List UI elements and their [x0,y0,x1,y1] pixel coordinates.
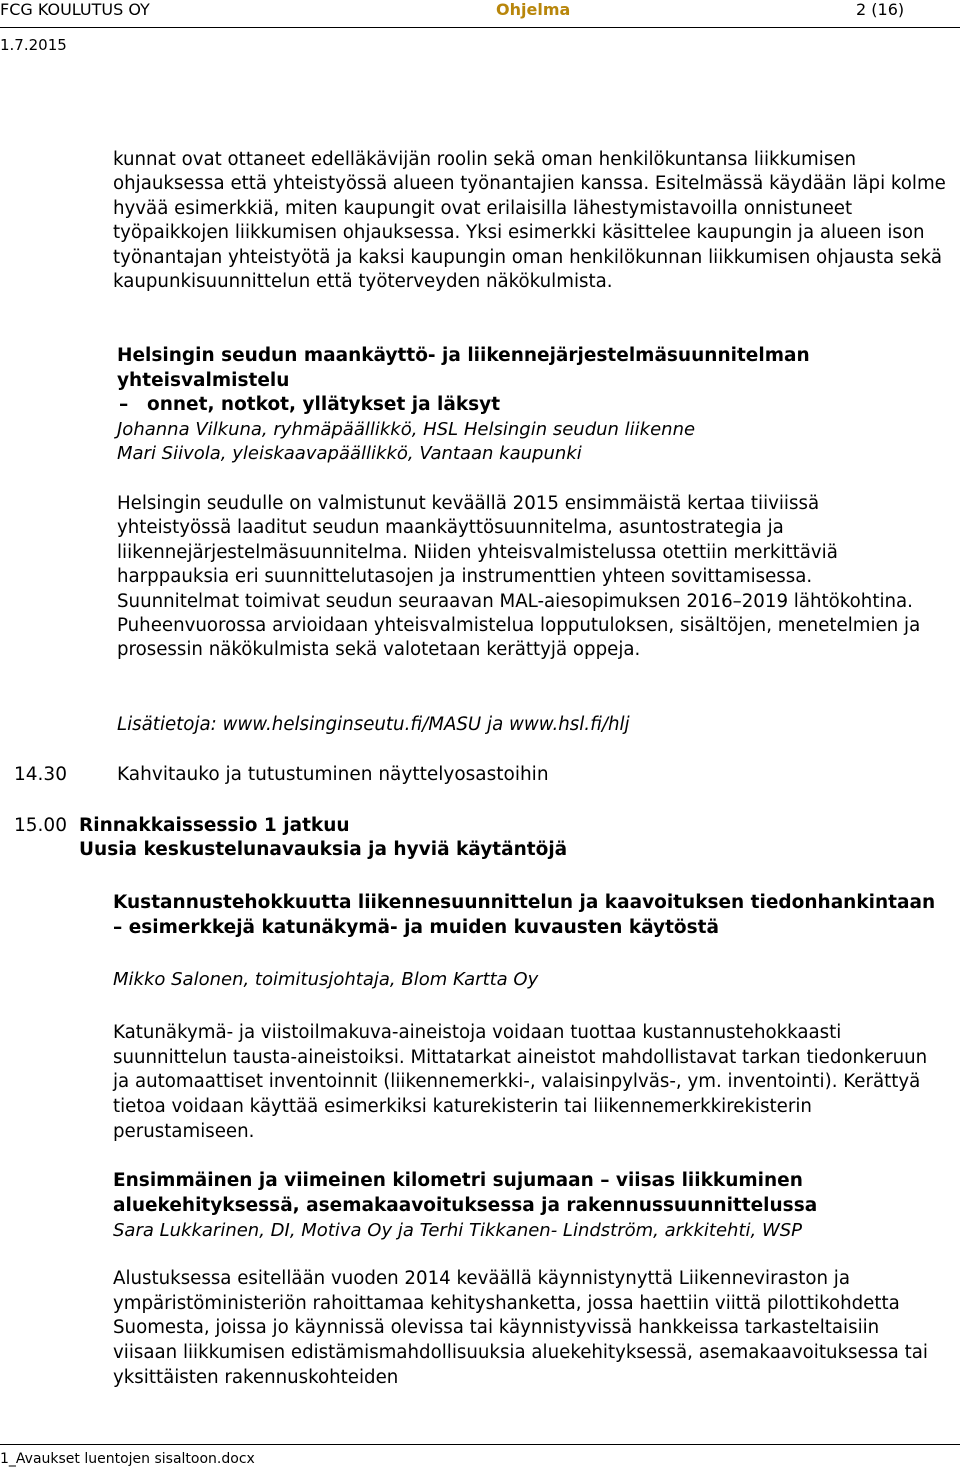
talk3-description: Alustuksessa esitellään vuoden 2014 keväällä käynnistynyttä Liikenneviraston ja ympäristöministeriön rahoittamaa kehityshanketta, jossa haettiin viittä pilottikohdetta Suomesta, joissa jo käynnissä olevissa tai käynnistyvissä hankkeissa tarkasteltaisiin viisaan liikkumisen edistämismahdollisuuksia aluekehityksessä, asemakaavoituksessa tai yksittäisten rakennuskohteiden [113,1268,928,1388]
header-rule [0,27,960,28]
intro-paragraph: kunnat ovat ottaneet edelläkävijän roolin sekä oman henkilökuntansa liikkumisen ohjauksessa että yhteistyössä alueen työnantajien kanssa. Esitelmässä käydään läpi kolme hyvää esimerkkiä, miten kaupungit ovat erilaisilla lähestymistavoilla onnistuneet työpaikkojen liikkumisen ohjauksessa. Yksi esimerkki käsittelee kaupungin ja alueen ison työnantajan yhteistyötä ja kaksi kaupungin oman henkilökunnan liikkumisen ohjausta sekä kaupunkisuunnittelun että työterveyden näkökulmista. [113,149,946,293]
talk1-subtitle-dash: – [119,394,129,415]
talk3-title: Ensimmäinen ja viimeinen kilometri sujumaan – viisas liikkuminen aluekehityksessä, asemakaavoituksessa ja rakennussuunnittelussa [113,1170,818,1216]
header-doc-title: Ohjelma [496,0,571,19]
schedule-label-1: Kahvitauko ja tutustuminen näyttelyosastoihin [117,764,549,785]
talk2-speaker: Mikko Salonen, toimitusjohtaja, Blom Kartta Oy [113,969,539,990]
talk1-title: Helsingin seudun maankäyttö- ja liikennejärjestelmäsuunnitelman yhteisvalmistelu [117,345,810,391]
schedule-time-1: 14.30 [14,764,67,785]
talk1-speaker-2: Mari Siivola, yleiskaavapäällikkö, Vantaan kaupunki [117,443,582,464]
talk2-description: Katunäkymä- ja viistoilmakuva-aineistoja voidaan tuottaa kustannustehokkaasti suunnittelun tausta-aineistoiksi. Mittatarkat aineistot mahdollistavat tarkan tiedonkeruun ja automaattiset inventoinnit (liikennemerkki-, valaisinpylväs-, ym. inventointi). Kerättyä tietoa voidaan käyttää esimerkiksi katurekisterin tai liikennemerkkirekisterin perustamiseen. [113,1022,928,1142]
talk1-more-info: Lisätietoja: www.helsinginseutu.fi/MASU ja www.hsl.fi/hlj [117,714,630,735]
talk1-description: Helsingin seudulle on valmistunut keväällä 2015 ensimmäistä kertaa tiiviissä yhteistyössä laaditut seudun maankäyttösuunnitelma, asuntostrategia ja liikennejärjestelmäsuunnitelma. Niiden yhteisvalmistelussa otettiin merkittäviä harppauksia eri suunnittelutasojen ja instrumenttien yhteen sovittamisessa. Suunnitelmat toimivat seudun seuraavan MAL-aiesopimuksen 2016–2019 lähtökohtina. Puheenvuorossa arvioidaan yhteisvalmistelua lopputuloksen, sisältöjen, menetelmien ja prosessin näkökulmista sekä valotetaan kerättyjä oppeja. [117,493,921,661]
footer-rule [0,1444,960,1445]
talk1-subtitle-text: onnet, notkot, yllätykset ja läksyt [147,394,501,415]
talk1-speaker-1: Johanna Vilkuna, ryhmäpäällikkö, HSL Helsingin seudun liikenne [117,419,696,440]
header-company: FCG KOULUTUS OY [0,0,150,19]
schedule-sublabel-2: Uusia keskustelunavauksia ja hyviä käytäntöjä [79,839,568,860]
header-date: 1.7.2015 [0,36,67,54]
footer-filename: 1_Avaukset luentojen sisaltoon.docx [0,1451,255,1467]
talk3-speaker: Sara Lukkarinen, DI, Motiva Oy ja Terhi Tikkanen- Lindström, arkkitehti, WSP [113,1220,803,1241]
talk2-title: Kustannustehokkuutta liikennesuunnittelun ja kaavoituksen tiedonhankintaan – esimerkkejä katunäkymä- ja muiden kuvausten käytöstä [113,892,936,938]
talk1-subtitle [119,393,947,418]
header-page-number: 2 (16) [856,0,905,19]
schedule-label-2: Rinnakkaissessio 1 jatkuu [79,815,350,836]
schedule-time-2: 15.00 [14,815,67,836]
